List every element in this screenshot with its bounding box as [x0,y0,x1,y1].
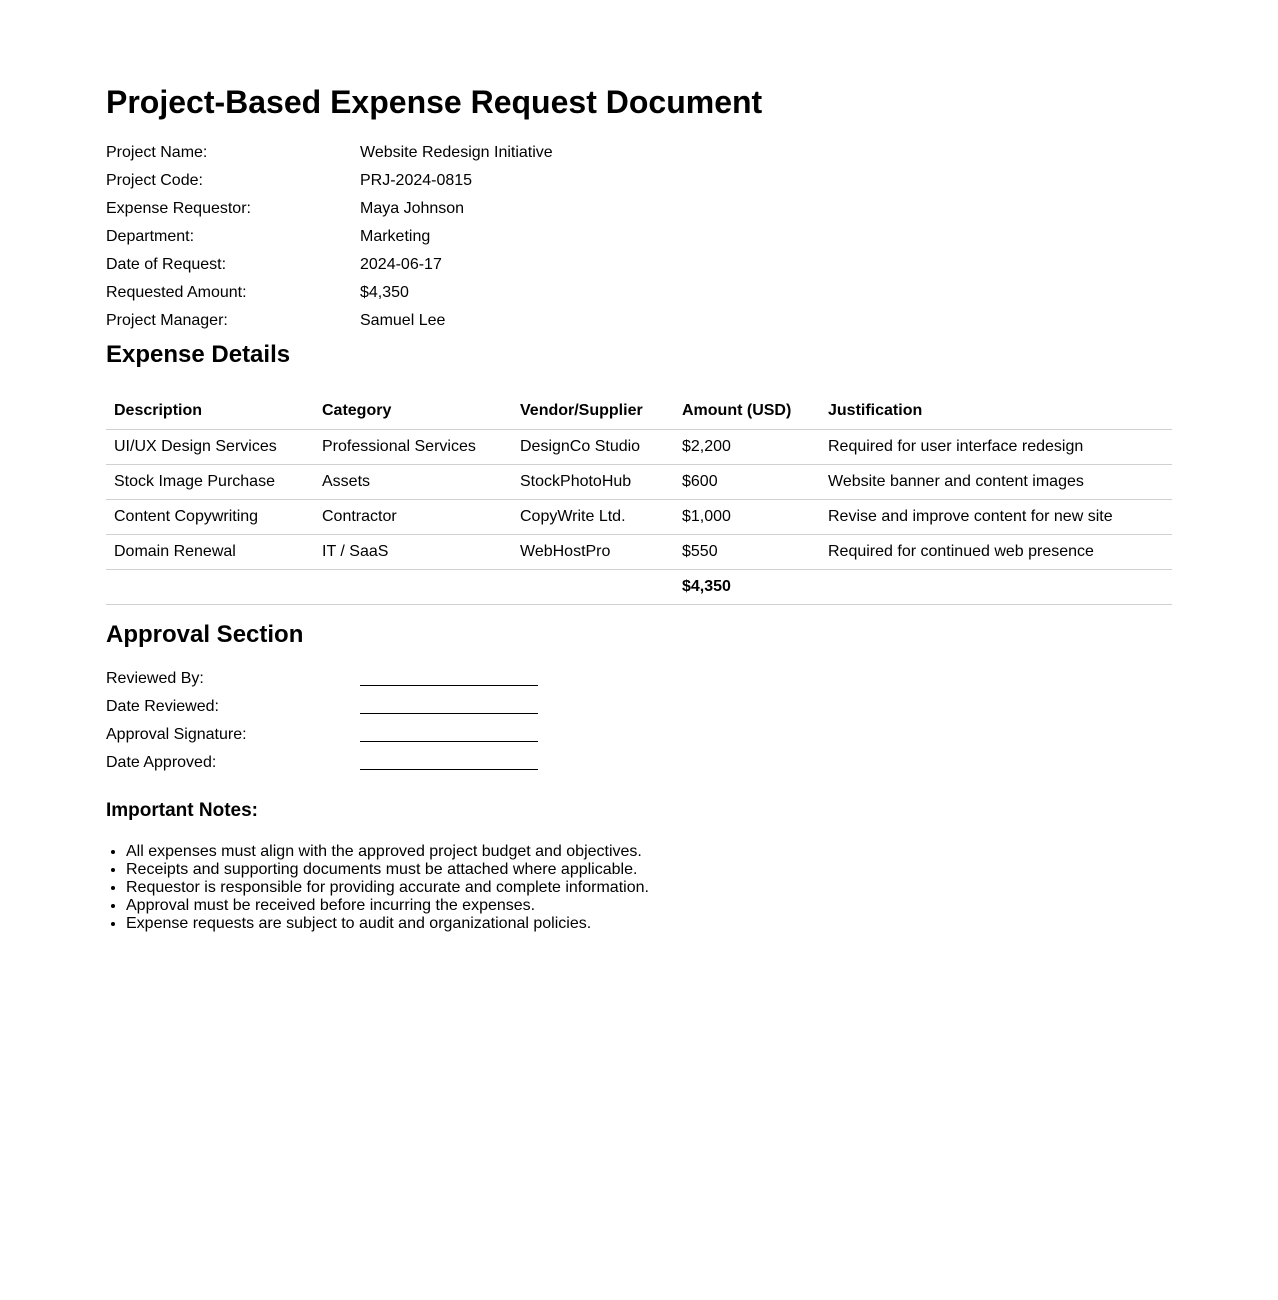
total-amount: $4,350 [674,570,820,605]
column-header-amount: Amount (USD) [674,393,820,430]
cell-description: Domain Renewal [106,535,314,570]
approval-label: Approval Signature: [106,726,247,743]
cell-empty [106,570,314,605]
important-notes-heading: Important Notes: [106,800,258,821]
cell-description: Stock Image Purchase [106,465,314,500]
info-value: 2024-06-17 [360,256,442,273]
info-row-department [106,223,1172,251]
info-value: Marketing [360,228,431,245]
list-item: • All expenses must align with the approved project budget and objectives. [126,843,1172,861]
info-value: Website Redesign Initiative [360,144,553,161]
signature-line[interactable] [360,665,538,686]
info-row-project-code [106,167,1172,195]
cell-empty [820,570,1172,605]
cell-empty [314,570,512,605]
cell-justification: Required for continued web presence [820,535,1172,570]
approval-label: Date Reviewed: [106,698,219,715]
expense-table [106,393,1172,605]
cell-vendor: DesignCo Studio [512,430,674,465]
cell-vendor: WebHostPro [512,535,674,570]
cell-justification: Revise and improve content for new site [820,500,1172,535]
cell-category: Assets [314,465,512,500]
signature-line[interactable] [360,749,538,770]
info-value: Samuel Lee [360,312,446,329]
table-row [106,500,1172,535]
info-row-date-of-request [106,251,1172,279]
cell-justification: Website banner and content images [820,465,1172,500]
info-label: Project Name: [106,144,208,161]
cell-amount: $2,200 [674,430,820,465]
table-row [106,535,1172,570]
list-item: • Requestor is responsible for providing accurate and complete information. [126,879,1172,897]
approval-row-date-reviewed [106,693,1172,721]
info-row-project-manager [106,307,1172,335]
cell-amount: $1,000 [674,500,820,535]
signature-line[interactable] [360,721,538,742]
approval-section-heading: Approval Section [106,621,304,648]
list-item: • Receipts and supporting documents must be attached where applicable. [126,861,1172,879]
info-label: Department: [106,228,195,245]
project-info-list [106,139,1172,335]
info-value: PRJ-2024-0815 [360,172,473,189]
column-header-category: Category [314,393,512,430]
list-item: • Approval must be received before incurring the expenses. [126,897,1172,915]
info-row-project-name [106,139,1172,167]
document-title: Project-Based Expense Request Document [106,84,763,120]
column-header-justification: Justification [820,393,1172,430]
info-value: $4,350 [360,284,409,301]
table-header-row [106,393,1172,430]
signature-line[interactable] [360,693,538,714]
info-label: Project Code: [106,172,203,189]
table-row [106,465,1172,500]
list-item: • Expense requests are subject to audit and organizational policies. [126,915,1172,933]
cell-category: IT / SaaS [314,535,512,570]
cell-amount: $600 [674,465,820,500]
approval-label: Date Approved: [106,754,217,771]
cell-description: Content Copywriting [106,500,314,535]
approval-row-date-approved [106,749,1172,777]
cell-category: Professional Services [314,430,512,465]
info-row-requested-amount [106,279,1172,307]
cell-vendor: StockPhotoHub [512,465,674,500]
column-header-vendor: Vendor/Supplier [512,393,674,430]
approval-fields [106,665,1172,777]
expense-details-heading: Expense Details [106,341,291,368]
cell-justification: Required for user interface redesign [820,430,1172,465]
table-row [106,430,1172,465]
info-row-expense-requestor [106,195,1172,223]
approval-row-approval-signature [106,721,1172,749]
info-label: Expense Requestor: [106,200,251,217]
notes-list [106,843,1172,933]
approval-label: Reviewed By: [106,670,204,687]
info-label: Requested Amount: [106,284,247,301]
approval-row-reviewed-by [106,665,1172,693]
cell-vendor: CopyWrite Ltd. [512,500,674,535]
table-total-row [106,570,1172,605]
cell-empty [512,570,674,605]
cell-amount: $550 [674,535,820,570]
info-label: Date of Request: [106,256,227,273]
column-header-description: Description [106,393,314,430]
info-value: Maya Johnson [360,200,465,217]
cell-category: Contractor [314,500,512,535]
cell-description: UI/UX Design Services [106,430,314,465]
info-label: Project Manager: [106,312,228,329]
